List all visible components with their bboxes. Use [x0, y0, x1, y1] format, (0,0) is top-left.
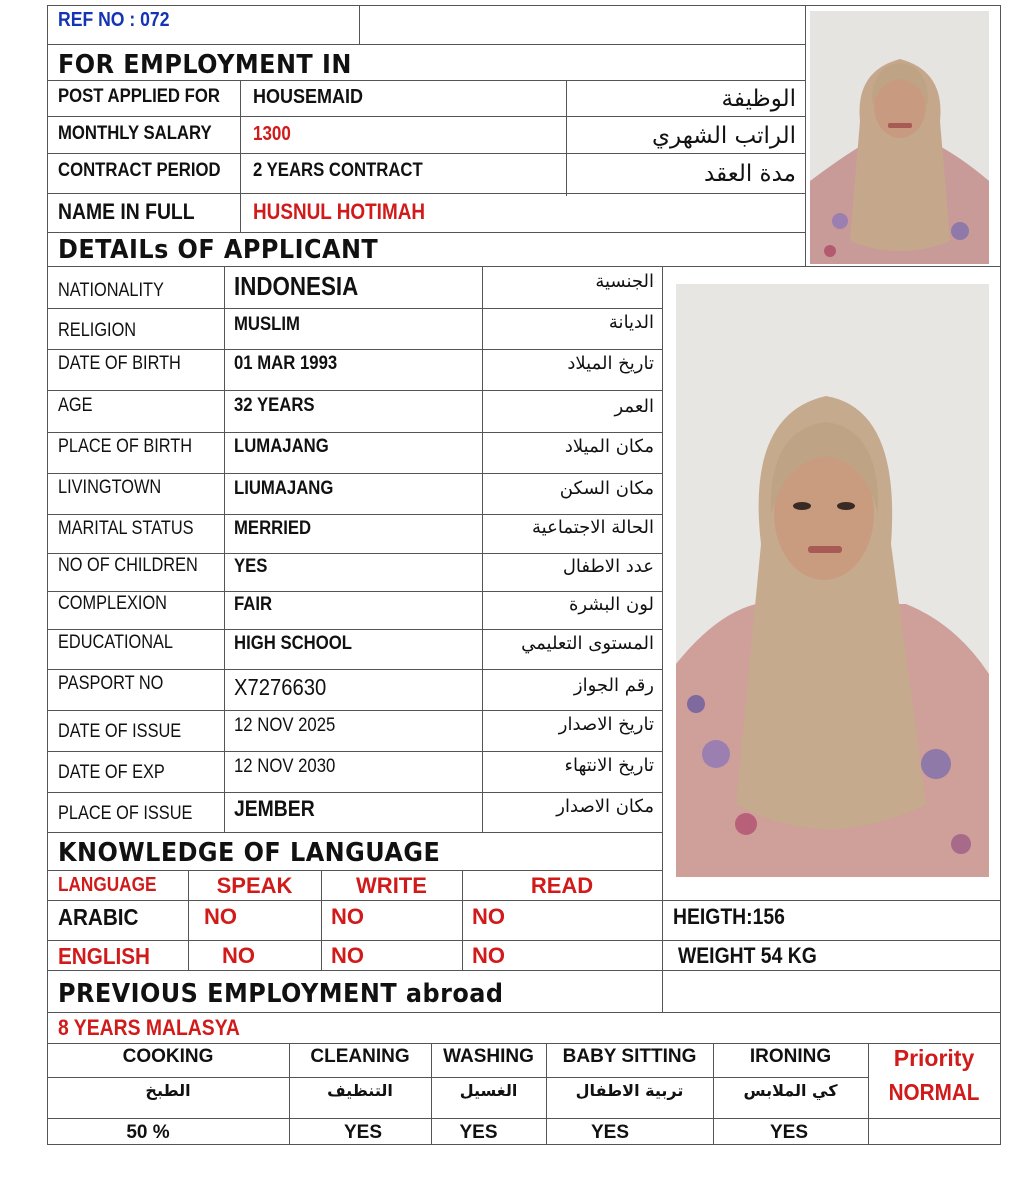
previous-experience: 8 YEARS MALASYA [58, 1015, 240, 1040]
skill-arabic: كي الملابس [743, 1081, 838, 1100]
skill-value: YES [343, 1122, 383, 1143]
skill-name: BABY SITTING [562, 1046, 697, 1067]
details-label: PLACE OF BIRTH [58, 436, 193, 457]
details-label: NATIONALITY [58, 280, 164, 301]
language-write: NO [331, 904, 364, 929]
contract-arabic: مدة العقد [704, 161, 796, 187]
language-write: NO [331, 943, 364, 968]
skill-name: COOKING [122, 1046, 214, 1067]
details-label: DATE OF ISSUE [58, 721, 182, 742]
language-header: READ [530, 873, 594, 898]
weight-value: WEIGHT 54 KG [678, 943, 817, 968]
details-value: HIGH SCHOOL [234, 633, 352, 654]
language-header: WRITE [356, 873, 427, 898]
skill-arabic: الغسيل [459, 1081, 518, 1100]
details-arabic: مكان الاصدار [556, 796, 654, 817]
skill-value: YES [590, 1122, 630, 1143]
language-speak: NO [222, 943, 255, 968]
details-label: NO OF CHILDREN [58, 555, 198, 576]
previous-title: PREVIOUS EMPLOYMENT abroad [58, 979, 504, 1009]
details-value: 32 YEARS [234, 395, 315, 416]
details-value: 01 MAR 1993 [234, 353, 338, 374]
details-value: LIUMAJANG [234, 478, 334, 499]
details-label: EDUCATIONAL [58, 632, 174, 653]
details-value: JEMBER [234, 796, 315, 821]
priority-value: NORMAL [888, 1079, 980, 1105]
language-speak: NO [204, 904, 237, 929]
height-value: HEIGTH:156 [673, 904, 785, 929]
skill-value: 50 % [126, 1122, 170, 1143]
applicant-photo-large [676, 284, 989, 877]
ref-number: REF NO : 072 [58, 9, 170, 31]
employment-title: FOR EMPLOYMENT IN [58, 50, 352, 80]
details-label: RELIGION [58, 320, 137, 341]
details-value: MUSLIM [234, 314, 300, 335]
details-arabic: لون البشرة [568, 594, 654, 615]
details-title: DETAILs OF APPLICANT [58, 235, 379, 265]
details-value: LUMAJANG [234, 436, 329, 457]
details-label: PASPORT NO [58, 673, 164, 694]
details-label: PLACE OF ISSUE [58, 803, 193, 824]
details-arabic: عدد الاطفال [562, 556, 654, 577]
skill-arabic: التنظيف [327, 1081, 393, 1100]
language-name: ARABIC [58, 904, 139, 930]
priority-label: Priority [893, 1045, 975, 1071]
details-arabic: المستوى التعليمي [521, 633, 654, 654]
details-arabic: الجنسية [595, 271, 654, 292]
skill-value: YES [459, 1122, 498, 1143]
skill-arabic: الطبخ [145, 1081, 191, 1100]
name-value: HUSNUL HOTIMAH [253, 199, 426, 224]
details-value: 12 NOV 2025 [234, 715, 336, 736]
post-label: POST APPLIED FOR [58, 86, 220, 107]
language-read: NO [472, 904, 505, 929]
language-header: LANGUAGE [58, 874, 157, 896]
details-value: X7276630 [234, 674, 327, 700]
details-arabic: مكان الميلاد [564, 436, 654, 457]
skill-name: WASHING [443, 1046, 534, 1067]
details-value: INDONESIA [234, 271, 359, 301]
details-label: DATE OF EXP [58, 762, 165, 783]
details-label: AGE [58, 395, 93, 416]
details-arabic: مكان السكن [559, 478, 654, 499]
contract-label: CONTRACT PERIOD [58, 160, 221, 181]
skill-name: IRONING [749, 1046, 832, 1067]
skill-name: CLEANING [310, 1046, 410, 1067]
skill-value: YES [769, 1122, 809, 1143]
contract-value: 2 YEARS CONTRACT [253, 160, 423, 181]
details-value: FAIR [234, 594, 273, 615]
salary-value: 1300 [253, 123, 291, 145]
details-value: 12 NOV 2030 [234, 756, 336, 777]
details-arabic: العمر [614, 396, 654, 417]
salary-label: MONTHLY SALARY [58, 123, 212, 144]
details-arabic: رقم الجواز [573, 675, 654, 696]
details-value: YES [234, 556, 268, 577]
details-label: MARITAL STATUS [58, 518, 194, 539]
details-label: DATE OF BIRTH [58, 353, 181, 374]
language-read: NO [472, 943, 505, 968]
applicant-photo-small [810, 11, 989, 264]
salary-arabic: الراتب الشهري [652, 123, 796, 149]
details-arabic: تاريخ الميلاد [567, 353, 654, 374]
details-arabic: الديانة [608, 312, 654, 333]
details-arabic: الحالة الاجتماعية [532, 517, 654, 538]
details-label: COMPLEXION [58, 593, 167, 614]
details-arabic: تاريخ الانتهاء [564, 755, 654, 776]
details-value: MERRIED [234, 518, 312, 539]
details-arabic: تاريخ الاصدار [558, 714, 654, 735]
details-label: LIVINGTOWN [58, 477, 162, 498]
skill-arabic: تربية الاطفال [575, 1081, 684, 1100]
language-header: SPEAK [216, 873, 293, 898]
name-label: NAME IN FULL [58, 199, 195, 224]
language-title: KNOWLEDGE OF LANGUAGE [58, 838, 441, 868]
language-name: ENGLISH [58, 943, 151, 969]
post-value: HOUSEMAID [253, 86, 364, 108]
post-arabic: الوظيفة [721, 86, 796, 112]
